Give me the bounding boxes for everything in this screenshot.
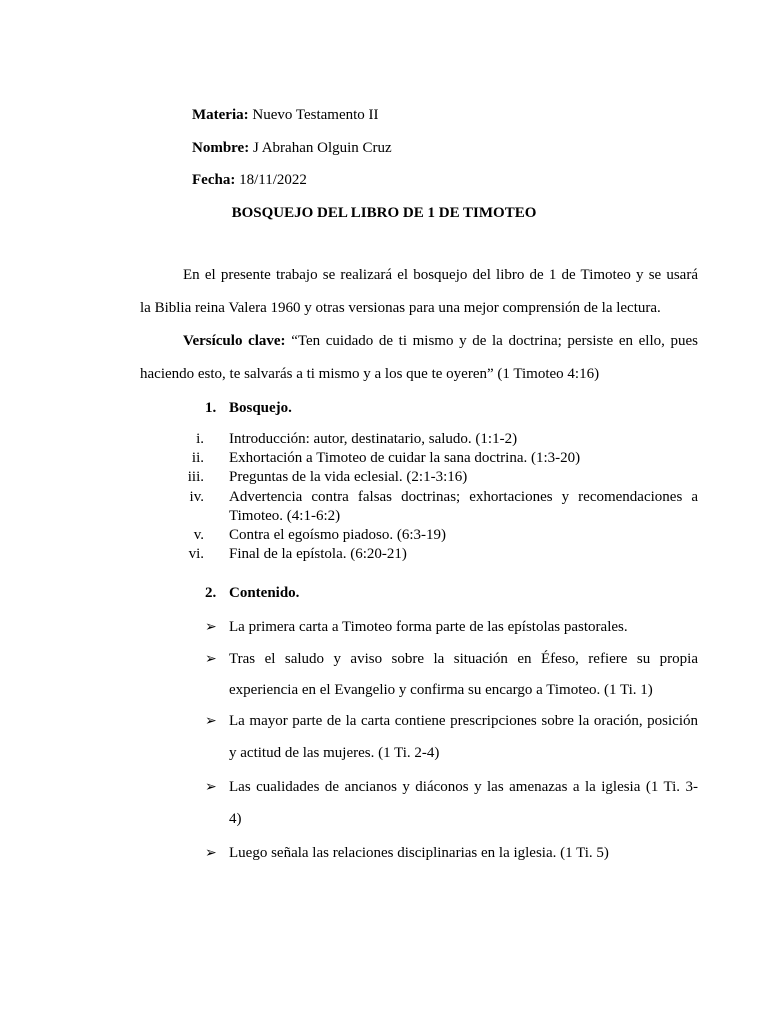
materia-line — [192, 107, 379, 124]
outline-text-line-1: Advertencia contra falsas doctrinas; exhortaciones y recomendaciones a — [229, 489, 698, 505]
bullet-text-line-1: La mayor parte de la carta contiene prescripciones sobre la oración, posición — [229, 713, 698, 729]
intro-line-2: la Biblia reina Valera 1960 y otras versionas para una mejor comprensión de la lectura. — [140, 300, 661, 316]
arrow-bullet-icon: ➢ — [205, 714, 217, 729]
key-verse-line-1 — [183, 334, 698, 349]
nombre-line — [192, 140, 392, 157]
outline-numeral: i. — [196, 431, 204, 447]
bullet-text-line-2: 4) — [229, 811, 242, 827]
outline-text: Exhortación a Timoteo de cuidar la sana doctrina. (1:3-20) — [229, 450, 581, 466]
outline-text: Introducción: autor, destinatario, saludo. (1:1-2) — [229, 431, 518, 447]
fecha-label: Fecha: — [192, 172, 236, 188]
outline-text: Preguntas de la vida eclesial. (2:1-3:16) — [229, 469, 468, 485]
nombre-value: J Abrahan Olguin Cruz — [249, 140, 392, 156]
outline-text-line-2: Timoteo. (4:1-6:2) — [229, 508, 341, 524]
outline-numeral: iii. — [187, 469, 204, 485]
bullet-text: La primera carta a Timoteo forma parte de las epístolas pastorales. — [229, 619, 628, 635]
key-verse-line-2: haciendo esto, te salvarás a ti mismo y a los que te oyeren” (1 Timoteo 4:16) — [140, 366, 600, 382]
materia-value: Nuevo Testamento II — [248, 107, 379, 123]
outline-numeral: iv. — [189, 489, 204, 505]
outline-numeral: v. — [193, 527, 204, 543]
section-1-title: Bosquejo. — [229, 400, 292, 416]
bullet-text-line-2: experiencia en el Evangelio y confirma su encargo a Timoteo. (1 Ti. 1) — [229, 682, 653, 698]
intro-line-1: En el presente trabajo se realizará el bosquejo del libro de 1 de Timoteo y se usará — [183, 267, 698, 283]
bullet-text: Luego señala las relaciones disciplinarias en la iglesia. (1 Ti. 5) — [229, 845, 609, 861]
key-verse-label: Versículo clave: — [183, 333, 286, 349]
section-2-heading — [205, 585, 299, 602]
section-2-number: 2. — [205, 585, 217, 601]
outline-numeral: ii. — [191, 450, 204, 466]
document-title: BOSQUEJO DEL LIBRO DE 1 DE TIMOTEO — [231, 205, 537, 221]
outline-numeral: vi. — [188, 546, 204, 562]
bullet-text-line-1: Las cualidades de ancianos y diáconos y las amenazas a la iglesia (1 Ti. 3- — [229, 779, 698, 795]
fecha-value: 18/11/2022 — [235, 172, 307, 188]
arrow-bullet-icon: ➢ — [205, 620, 217, 635]
key-verse-text-1: “Ten cuidado de ti mismo y de la doctrina; persiste en ello, pues — [285, 333, 699, 349]
arrow-bullet-icon: ➢ — [205, 780, 217, 795]
bullet-text-line-1: Tras el saludo y aviso sobre la situación en Éfeso, refiere su propia — [229, 651, 698, 667]
section-2-title: Contenido. — [229, 585, 300, 601]
arrow-bullet-icon: ➢ — [205, 652, 217, 667]
bullet-text-line-2: y actitud de las mujeres. (1 Ti. 2-4) — [229, 745, 440, 761]
outline-text: Contra el egoísmo piadoso. (6:3-19) — [229, 527, 447, 543]
fecha-line — [192, 172, 307, 189]
nombre-label: Nombre: — [192, 140, 250, 156]
section-1-number: 1. — [205, 400, 217, 416]
outline-text: Final de la epístola. (6:20-21) — [229, 546, 407, 562]
arrow-bullet-icon: ➢ — [205, 846, 217, 861]
section-1-heading — [205, 400, 292, 417]
materia-label: Materia: — [192, 107, 249, 123]
